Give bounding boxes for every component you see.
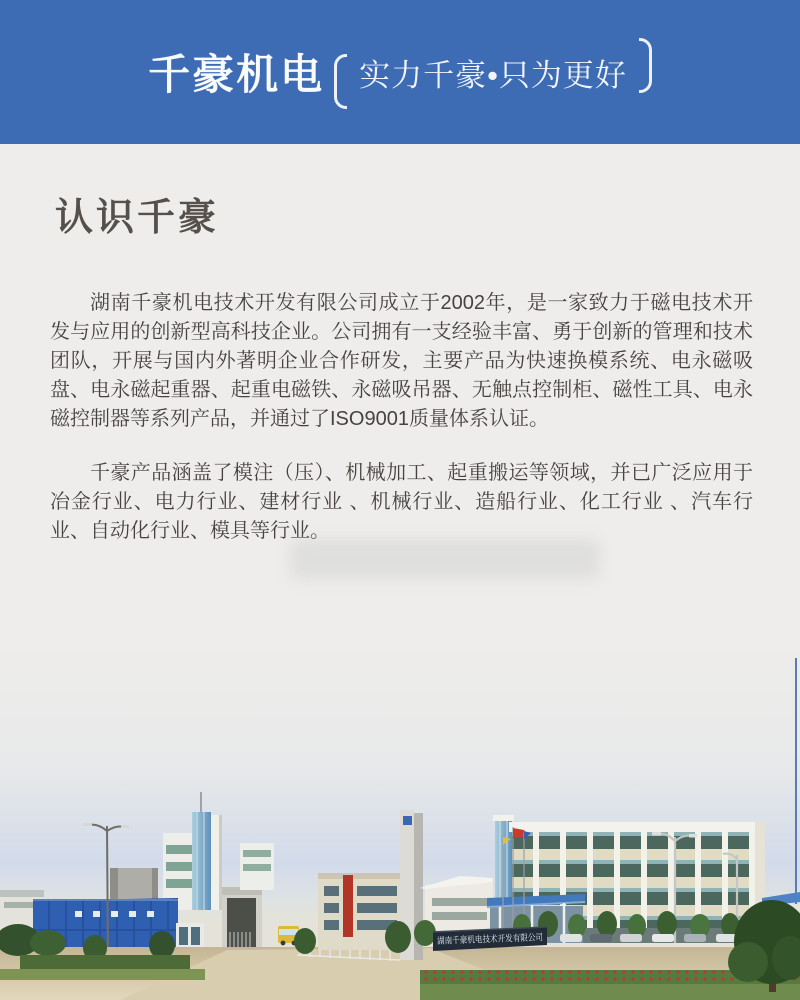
about-paragraph-1: 湖南千豪机电技术开发有限公司成立于2002年，是一家致力于磁电技术开发与应用的创新型高科技企业。公司拥有一支经验丰富、勇于创新的管理和技术团队，开展与国内外著明企业合作研发，主要产品为快速换模系统、电永磁吸盘、电永磁起重器、起重电磁铁、永磁吸吊器、无触点控制柜、磁性工具、电永磁控制器等系列产品，并通过了ISO9001质量体系认证。	[50, 292, 753, 430]
brand-logo-text: 千豪机电	[148, 51, 325, 98]
building-sign-text: 湖南千豪机电技术开发有限公司	[436, 931, 564, 946]
header-banner	[0, 0, 800, 144]
bracket-right-icon	[639, 38, 652, 93]
header-content	[148, 42, 652, 102]
about-paragraph-2: 千豪产品涵盖了模注（压）、机械加工、起重搬运等领域，并已广泛应用于冶金行业、电力行业、建材行业 、机械行业、造船行业、化工行业 、汽车行业、自动化行业、模具等行业。	[50, 462, 753, 542]
red-banner	[343, 875, 353, 937]
company-campus-photo	[0, 640, 800, 1000]
pylon-emblem	[403, 816, 412, 825]
about-section	[0, 144, 800, 546]
slogan-text: 实力千豪•只为更好	[359, 57, 627, 93]
slogan	[334, 45, 652, 100]
campus-photo-illustration	[0, 640, 800, 1000]
section-title: 认识千豪	[55, 197, 220, 239]
bracket-left-icon	[334, 54, 347, 109]
